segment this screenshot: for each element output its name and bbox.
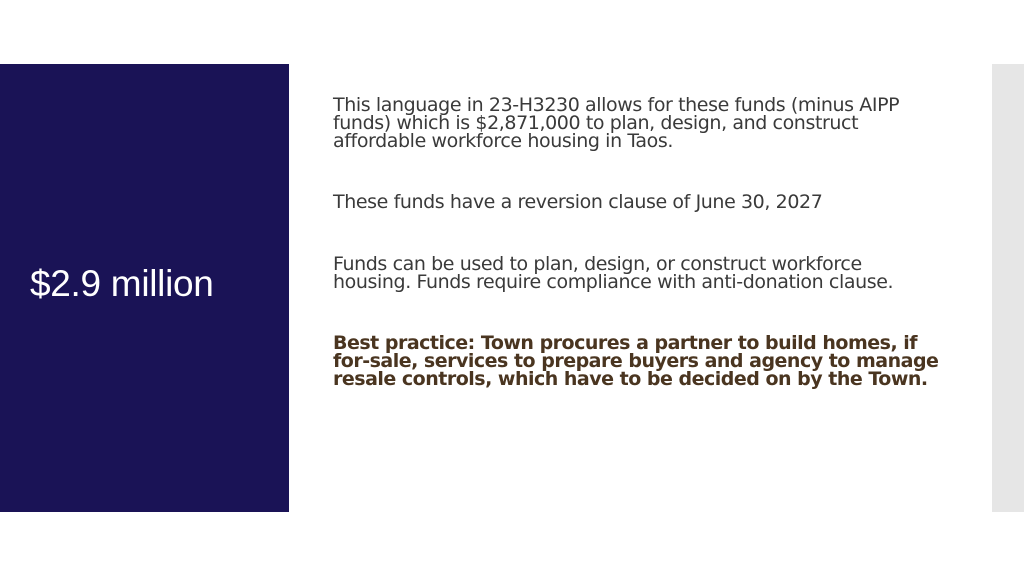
slide-headline: $2.9 million bbox=[30, 263, 214, 304]
right-accent-bar bbox=[992, 64, 1024, 512]
slide-body bbox=[333, 96, 943, 388]
paragraph-funds-usage: Funds can be used to plan, design, or construct workforce housing. Funds require compliance with anti-donation clause. bbox=[333, 253, 894, 293]
paragraph-reversion-clause: These funds have a reversion clause of June 30, 2027 bbox=[333, 191, 823, 213]
paragraph-best-practice: Best practice: Town procures a partner to build homes, if for-sale, services to prepare buyers and agency to manage resale controls, which have to be decided on by the Town. bbox=[333, 332, 939, 390]
paragraph-funds-language: This language in 23-H3230 allows for these funds (minus AIPP funds) which is $2,871,000 to plan, design, and construct affordable workforce housing in Taos. bbox=[333, 94, 900, 152]
